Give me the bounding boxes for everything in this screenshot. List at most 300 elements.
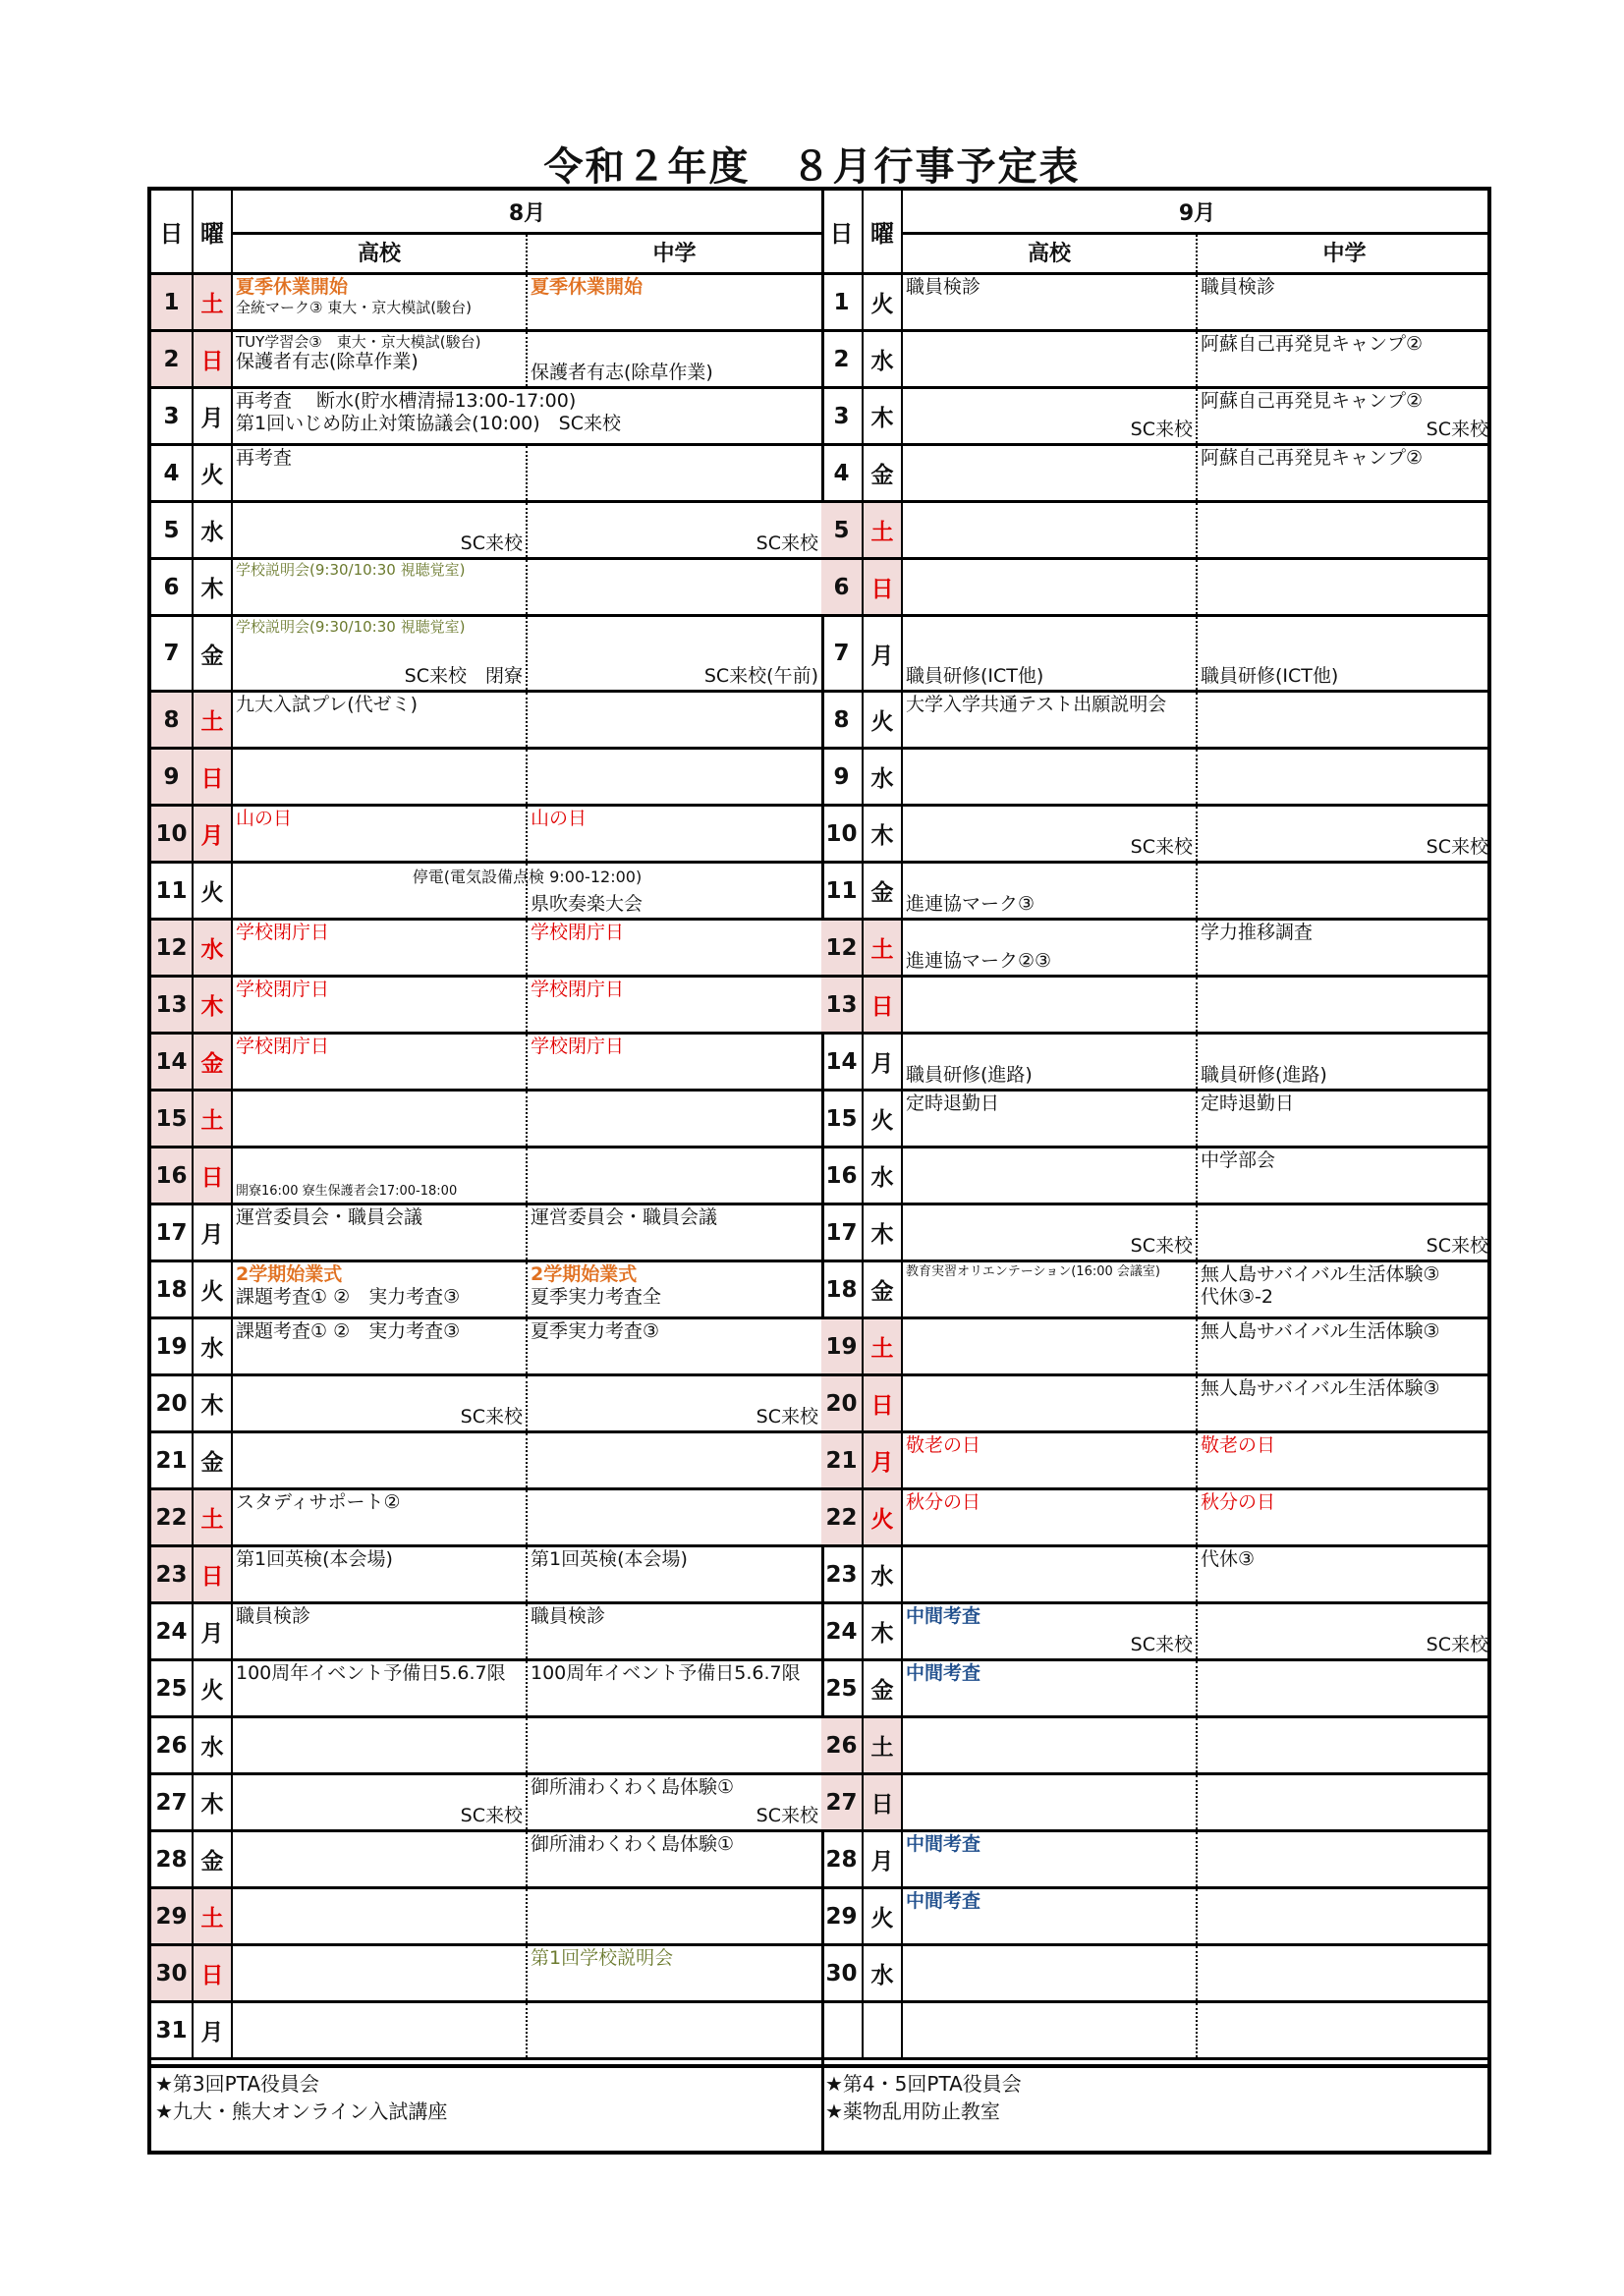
event-text: 保護者有志(除草作業) [531,362,713,383]
high-school-cell [903,1148,1198,1203]
event-text: 御所浦わくわく島体験① [531,1776,735,1798]
weekday: 金 [864,1262,903,1316]
junior-high-cell [528,446,821,500]
junior-high-cell [528,1889,821,1943]
junior-high-header: 中学 [652,242,697,266]
weekday: 月 [194,1604,233,1658]
junior-high-cell [1198,1035,1491,1089]
junior-high-cell [1198,750,1491,804]
day-number: 16 [821,1148,864,1203]
table-row [151,1718,821,1775]
junior-high-cell [1198,864,1491,918]
weekday: 金 [864,446,903,500]
high-school-cell [903,978,1198,1032]
table-row [821,1376,1491,1433]
junior-high-cell [528,1775,821,1829]
junior-high-cell [528,693,821,747]
weekday: 金 [864,1661,903,1715]
table-row [151,275,821,332]
junior-high-cell [528,1547,821,1601]
high-school-cell [903,1604,1198,1658]
high-school-cell [903,1262,1198,1316]
junior-high-cell [1198,560,1491,614]
weekday: 月 [194,389,233,443]
table-row [151,1604,821,1661]
event-text: 中間考査 [906,1605,981,1627]
table-row [821,1889,1491,1946]
table-row [151,864,821,921]
day-number: 4 [821,446,864,500]
high-school-cell [233,1433,528,1487]
event-text: 定時退勤日 [906,1092,1000,1114]
table-row [821,503,1491,560]
table-row [151,1832,821,1889]
junior-high-cell [1198,1775,1491,1829]
day-number: 14 [821,1035,864,1089]
day-number: 13 [151,978,194,1032]
table-row [821,1035,1491,1092]
event-text: 学校閉庁日 [531,979,625,1000]
weekday: 日 [194,1946,233,2000]
day-number: 20 [151,1376,194,1430]
table-row [821,921,1491,978]
day-number: 8 [151,693,194,747]
high-school-cell [233,617,528,690]
table-row [821,1262,1491,1319]
event-text: SC来校 [756,1805,818,1826]
weekday: 火 [864,1092,903,1146]
day-number: 31 [151,2003,194,2057]
event-text: 教育実習オリエンテーション(16:00 会議室) [906,1264,1160,1279]
event-text: 職員検診 [1201,276,1276,298]
junior-high-cell [1198,1205,1491,1260]
event-text: SC来校 [1426,419,1488,440]
high-school-cell [233,1490,528,1544]
high-school-cell [233,807,528,861]
table-row [821,1205,1491,1262]
table-row [821,2003,1491,2060]
event-text: スタディサポート② [236,1491,401,1513]
high-school-cell [903,1832,1198,1886]
september-notes [821,2064,1491,2151]
weekday: 日 [194,750,233,804]
event-text: 職員研修(ICT他) [1201,665,1339,687]
day-number: 19 [151,1319,194,1373]
junior-high-cell [528,332,821,386]
junior-high-cell [528,1376,821,1430]
day-number: 1 [151,275,194,329]
note-item: ★九大・熊大オンライン入試講座 [155,2100,448,2123]
weekday: 火 [194,1661,233,1715]
high-school-cell [233,2003,528,2057]
junior-high-cell [528,1604,821,1658]
event-text: 2学期始業式 [531,1263,638,1285]
table-row [821,1718,1491,1775]
table-row [821,617,1491,693]
table-row [151,1889,821,1946]
day-number: 30 [151,1946,194,2000]
day-number: 7 [151,617,194,690]
junior-high-cell [1198,617,1491,690]
table-row [151,1547,821,1604]
event-text: 御所浦わくわく島体験① [531,1833,735,1855]
high-school-cell [903,332,1198,386]
junior-high-cell [528,1035,821,1089]
table-row [151,617,821,693]
weekday: 木 [864,389,903,443]
table-row [821,807,1491,864]
junior-high-cell [1198,1718,1491,1772]
high-school-cell [903,750,1198,804]
junior-high-cell [1198,1604,1491,1658]
table-row [821,864,1491,921]
junior-high-cell [528,503,821,557]
august-section [151,191,824,2151]
table-row [151,1775,821,1832]
event-text: 無人島サバイバル生活体験③ [1201,1320,1440,1342]
event-text: 学校閉庁日 [531,1036,625,1057]
weekday: 火 [194,864,233,918]
event-text: 代休③ [1201,1548,1256,1570]
weekday: 日 [194,1547,233,1601]
high-school-cell [903,617,1198,690]
day-number: 18 [821,1262,864,1316]
weekday: 水 [864,750,903,804]
high-school-cell [903,1433,1198,1487]
event-text: 職員研修(進路) [1201,1064,1327,1086]
junior-high-cell [528,1262,821,1316]
day-number: 19 [821,1319,864,1373]
high-school-cell [233,1092,528,1146]
event-text: 学校閉庁日 [236,979,330,1000]
high-school-cell [903,693,1198,747]
weekday: 木 [194,978,233,1032]
day-number: 21 [151,1433,194,1487]
table-row [151,1490,821,1547]
table-row [151,1946,821,2003]
high-school-cell [233,560,528,614]
event-text: TUY学習会③ 東大・京大模試(駿台) [236,333,481,351]
event-text: 学校閉庁日 [236,1036,330,1057]
junior-high-cell [528,1946,821,2000]
weekday: 月 [864,617,903,690]
junior-high-cell [528,2003,821,2057]
event-text: 中学部会 [1201,1149,1276,1171]
event-text: 学校説明会(9:30/10:30 視聴覚室) [236,618,466,636]
event-text: 職員検診 [906,276,981,298]
september-header [821,191,1491,275]
high-school-cell [233,1889,528,1943]
weekday: 土 [194,1092,233,1146]
page-title: 令和２年度 ８月行事予定表 [543,144,1081,190]
event-text: 夏季実力考査③ [531,1320,660,1342]
weekday: 日 [864,1775,903,1829]
weekday: 日 [864,978,903,1032]
junior-high-cell [528,1205,821,1260]
weekday: 火 [194,446,233,500]
high-school-cell [233,1832,528,1886]
high-school-cell [903,1661,1198,1715]
junior-high-cell [1198,1319,1491,1373]
high-school-header: 高校 [233,232,528,272]
event-text: SC来校(午前) [703,665,818,687]
day-number: 13 [821,978,864,1032]
day-number: 3 [821,389,864,443]
high-school-cell [903,1946,1198,2000]
event-text: 進連協マーク③ [906,893,1036,915]
event-text: SC来校 [460,532,523,554]
day-number: 9 [821,750,864,804]
junior-high-cell [1198,332,1491,386]
month-label: 8月 [233,191,821,235]
event-text: 課題考査① ② 実力考査③ [236,1286,461,1308]
day-number: 26 [151,1718,194,1772]
weekday: 水 [194,503,233,557]
event-text: 再考査 [236,447,293,469]
day-number: 8 [821,693,864,747]
junior-high-cell [528,1832,821,1886]
table-row [151,1376,821,1433]
junior-high-cell [1198,693,1491,747]
event-text: 保護者有志(除草作業) [236,351,419,372]
event-text: 中間考査 [906,1833,981,1855]
note-item: ★第3回PTA役員会 [155,2072,320,2096]
day-header: 日 [821,191,864,272]
event-text: 2学期始業式 [236,1263,343,1285]
day-number: 6 [151,560,194,614]
schedule-table [147,187,1491,2155]
junior-high-cell [1198,1376,1491,1430]
event-text: 阿蘇自己再発見キャンプ② [1201,390,1424,412]
weekday: 土 [194,1490,233,1544]
junior-high-cell [1198,1946,1491,2000]
weekday: 火 [864,1889,903,1943]
event-text: 夏季休業開始 [531,276,644,298]
day-number: 24 [151,1604,194,1658]
table-row [151,1433,821,1490]
high-school-cell [233,1718,528,1772]
event-text: 無人島サバイバル生活体験③ [1201,1377,1440,1399]
event-text: 進連協マーク②③ [906,950,1052,972]
day-number: 9 [151,750,194,804]
event-text: 秋分の日 [1201,1491,1276,1513]
high-school-cell [903,1092,1198,1146]
event-text: 中間考査 [906,1662,981,1684]
high-school-cell [903,807,1198,861]
high-school-cell [233,446,528,500]
event-text: SC来校 [756,1406,818,1428]
event-text: 阿蘇自己再発見キャンプ② [1201,447,1424,469]
table-row [821,750,1491,807]
high-school-cell [903,1035,1198,1089]
event-text: 再考査 断水(貯水槽清掃13:00-17:00) [236,390,577,412]
weekday-header: 曜 [864,191,903,272]
high-school-cell [233,1946,528,2000]
high-school-cell [233,275,528,329]
table-row [821,275,1491,332]
junior-high-cell [1198,1262,1491,1316]
weekday: 木 [194,1775,233,1829]
high-school-cell [903,275,1198,329]
weekday: 日 [194,1148,233,1203]
day-number: 15 [821,1092,864,1146]
day-number: 25 [151,1661,194,1715]
high-school-cell [903,1775,1198,1829]
table-row [151,389,821,446]
day-number: 29 [151,1889,194,1943]
table-row [821,389,1491,446]
weekday: 月 [194,807,233,861]
day-number: 26 [821,1718,864,1772]
event-text: SC来校 [1426,836,1488,858]
table-row [821,1832,1491,1889]
table-row [151,921,821,978]
event-text: 第1回いじめ防止対策協議会(10:00) SC来校 [236,413,621,434]
event-text: 代休③-2 [1201,1286,1273,1308]
junior-high-cell [528,750,821,804]
weekday: 金 [864,864,903,918]
spanning-cell [233,389,821,443]
high-school-cell [903,1376,1198,1430]
table-row [151,978,821,1035]
table-row [821,1946,1491,2003]
day-number: 5 [151,503,194,557]
junior-high-cell [1198,389,1491,443]
event-text: 夏季実力考査全 [531,1286,662,1308]
high-school-cell [233,978,528,1032]
september-rows [821,275,1491,2060]
day-number: 25 [821,1661,864,1715]
day-number: 17 [821,1205,864,1260]
weekday: 土 [194,275,233,329]
junior-high-cell [1198,1547,1491,1601]
event-text: SC来校 [1130,836,1193,858]
weekday: 土 [864,503,903,557]
high-school-cell [233,1205,528,1260]
table-row [821,446,1491,503]
table-row [151,1661,821,1718]
weekday: 金 [194,617,233,690]
junior-high-cell [1198,1092,1491,1146]
day-number: 6 [821,560,864,614]
table-row [821,1319,1491,1376]
weekday: 水 [864,1946,903,2000]
weekday: 火 [864,275,903,329]
weekday: 土 [864,1319,903,1373]
table-row [151,807,821,864]
junior-high-cell [1198,1832,1491,1886]
junior-high-cell [1198,921,1491,975]
event-text: 山の日 [236,808,293,829]
weekday: 土 [194,1889,233,1943]
table-row [151,1035,821,1092]
weekday: 土 [864,921,903,975]
event-text: SC来校 [1130,419,1193,440]
junior-high-cell [528,560,821,614]
weekday: 水 [864,1547,903,1601]
weekday: 木 [864,807,903,861]
high-school-cell [233,921,528,975]
weekday: 日 [194,332,233,386]
junior-high-cell [1198,503,1491,557]
junior-high-cell [528,1490,821,1544]
event-text: 運営委員会・職員会議 [531,1206,718,1228]
junior-high-cell [1198,1490,1491,1544]
month-label: 9月 [903,191,1491,235]
event-text: 無人島サバイバル生活体験③ [1201,1263,1440,1285]
event-text: 大学入学共通テスト出願説明会 [906,694,1167,715]
day-number: 22 [821,1490,864,1544]
day-number: 2 [821,332,864,386]
junior-high-cell [528,978,821,1032]
weekday: 木 [864,1205,903,1260]
event-text: 100周年イベント予備日5.6.7限 [531,1662,801,1684]
table-row [151,446,821,503]
junior-high-cell [528,1319,821,1373]
day-number: 11 [821,864,864,918]
day-number: 1 [821,275,864,329]
day-number: 5 [821,503,864,557]
high-school-cell [903,2003,1198,2057]
weekday: 水 [864,1148,903,1203]
day-number: 22 [151,1490,194,1544]
weekday: 月 [864,1035,903,1089]
note-item: ★第4・5回PTA役員会 [825,2072,1022,2096]
event-text: 学校説明会(9:30/10:30 視聴覚室) [236,561,466,579]
high-school-cell [903,1718,1198,1772]
weekday: 日 [864,560,903,614]
junior-high-cell [1198,1661,1491,1715]
event-text: 山の日 [531,808,588,829]
high-school-cell [903,389,1198,443]
note-item: ★薬物乱用防止教室 [825,2100,1000,2123]
junior-high-cell [1198,446,1491,500]
event-text: SC来校 [460,1805,523,1826]
junior-high-cell [528,807,821,861]
day-number: 24 [821,1604,864,1658]
table-row [821,1661,1491,1718]
event-text: 職員検診 [531,1605,606,1627]
event-text: 職員検診 [236,1605,311,1627]
day-number: 7 [821,617,864,690]
weekday: 木 [864,1604,903,1658]
event-text: 停電(電気設備点検 9:00-12:00) [412,868,643,886]
event-text: SC来校 [1130,1634,1193,1655]
event-text: 課題考査① ② 実力考査③ [236,1320,461,1342]
junior-high-cell [528,1092,821,1146]
high-school-cell [903,864,1198,918]
table-row [821,1092,1491,1148]
junior-high-cell [1198,2003,1491,2057]
september-section [821,191,1491,2151]
weekday: 土 [194,693,233,747]
day-number: 23 [151,1547,194,1601]
table-row [151,750,821,807]
day-number: 28 [151,1832,194,1886]
table-row [821,1604,1491,1661]
event-text: 学力推移調査 [1201,922,1314,943]
weekday: 水 [194,1718,233,1772]
junior-high-cell [1198,978,1491,1032]
table-row [821,1490,1491,1547]
table-row [151,2003,821,2060]
high-school-cell [233,1775,528,1829]
table-row [821,1433,1491,1490]
weekday: 月 [864,1433,903,1487]
weekday: 金 [194,1035,233,1089]
event-text: 第1回英検(本会場) [236,1548,393,1570]
high-school-cell [903,1205,1198,1260]
